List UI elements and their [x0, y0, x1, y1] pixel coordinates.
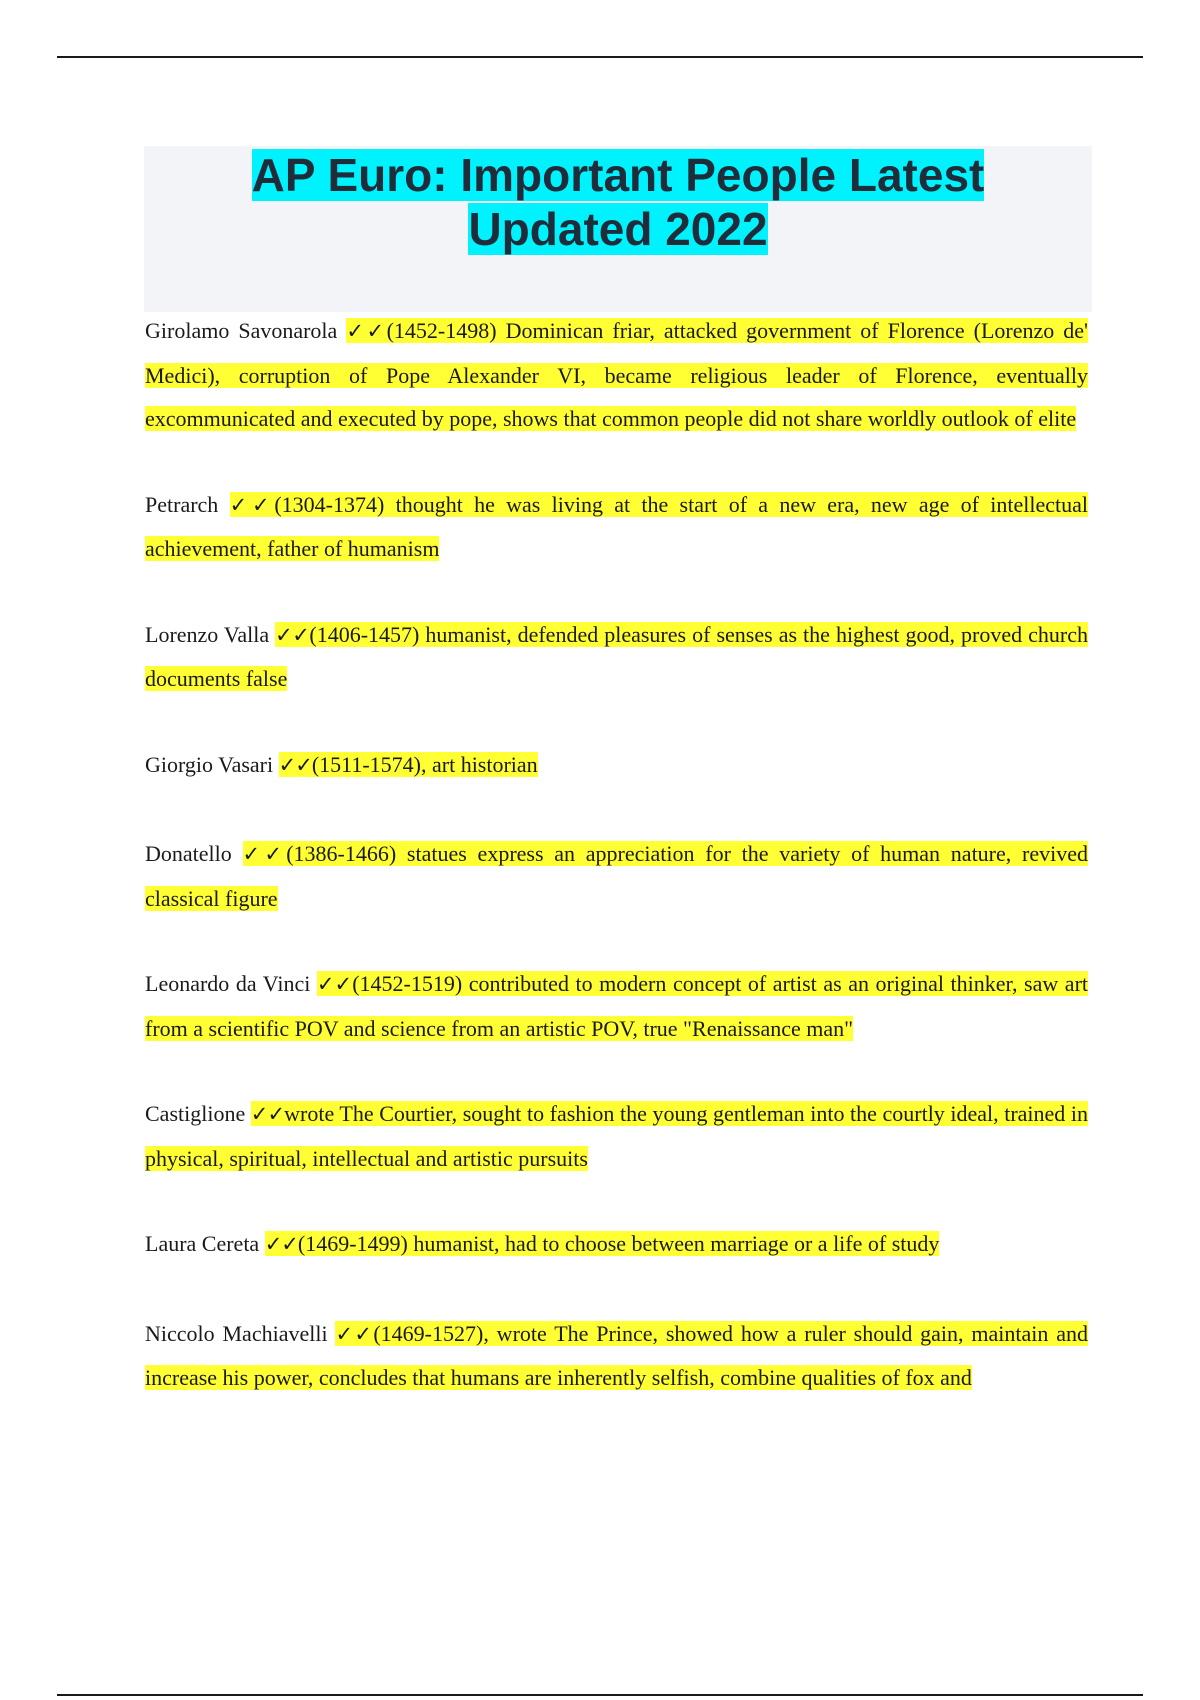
title-line-1: AP Euro: Important People Latest [251, 149, 985, 201]
entry-name: Lorenzo Valla [145, 621, 270, 647]
entries-list [145, 309, 1088, 1400]
entry-name: Niccolo Machiavelli [145, 1320, 328, 1346]
double-check-icon: ✓✓ [316, 972, 353, 996]
entry-description: ✓✓(1452-1519) contributed to modern concept of artist as an original thinker, saw art from a scientific POV and science from an artistic POV, true "Renaissance man" [145, 971, 1089, 1041]
entry-niccolo-machiavelli [145, 1312, 1088, 1400]
entry-description: ✓✓(1452-1498) Dominican friar, attacked government of Florence (Lorenzo de' Medici), corruption of Pope Alexander VI, became religious leader of Florence, eventually excommunicated and executed by pope, shows that common people did not share worldly outlook of elite [145, 318, 1088, 431]
entry-petrarch [145, 483, 1088, 571]
entry-laura-cereta [145, 1222, 1088, 1267]
entry-description: ✓✓(1469-1527), wrote The Prince, showed how a ruler should gain, maintain and increase his power, concludes that humans are inherently selfish, combine qualities of fox and [145, 1320, 1088, 1390]
entry-name: Laura Cereta [145, 1231, 260, 1256]
entry-description: ✓✓(1511-1574), art historian [278, 751, 538, 777]
header-rule [57, 56, 1143, 58]
title-block [144, 146, 1092, 312]
entry-castiglione [145, 1092, 1088, 1180]
entry-name: Petrarch [145, 491, 219, 517]
entry-description: ✓✓(1469-1499) humanist, had to choose between marriage or a life of study [264, 1231, 940, 1256]
entry-girolamo-savonarola [145, 309, 1088, 441]
entry-name: Giorgio Vasari [145, 751, 274, 777]
page-title [144, 146, 1092, 256]
double-check-icon: ✓✓ [229, 492, 275, 517]
title-line-2: Updated 2022 [468, 203, 768, 255]
double-check-icon: ✓✓ [242, 842, 287, 866]
double-check-icon: ✓✓ [335, 1321, 374, 1346]
entry-description: ✓✓(1386-1466) statues express an appreciation for the variety of human nature, revived classical figure [145, 841, 1088, 911]
double-check-icon: ✓✓ [346, 319, 387, 343]
entry-name: Leonardo da Vinci [145, 971, 311, 996]
double-check-icon: ✓✓ [278, 752, 312, 777]
entry-giorgio-vasari [145, 743, 1088, 788]
double-check-icon: ✓✓ [250, 1102, 285, 1126]
entry-leonardo-da-vinci [145, 962, 1088, 1050]
double-check-icon: ✓✓ [264, 1232, 298, 1256]
entry-description: ✓✓wrote The Courtier, sought to fashion the young gentleman into the courtly ideal, trained in physical, spiritual, intellectual and artistic pursuits [145, 1101, 1088, 1171]
entry-lorenzo-valla [145, 613, 1088, 701]
entry-name: Castiglione [145, 1101, 246, 1126]
double-check-icon: ✓✓ [275, 622, 310, 647]
entry-name: Girolamo Savonarola [145, 318, 338, 343]
entry-name: Donatello [145, 841, 232, 866]
entry-donatello [145, 832, 1088, 920]
entry-description: ✓✓(1304-1374) thought he was living at the start of a new era, new age of intellectual achievement, father of humanism [145, 491, 1088, 561]
entry-description: ✓✓(1406-1457) humanist, defended pleasures of senses as the highest good, proved church documents false [145, 621, 1089, 691]
footer-rule [57, 1694, 1143, 1696]
